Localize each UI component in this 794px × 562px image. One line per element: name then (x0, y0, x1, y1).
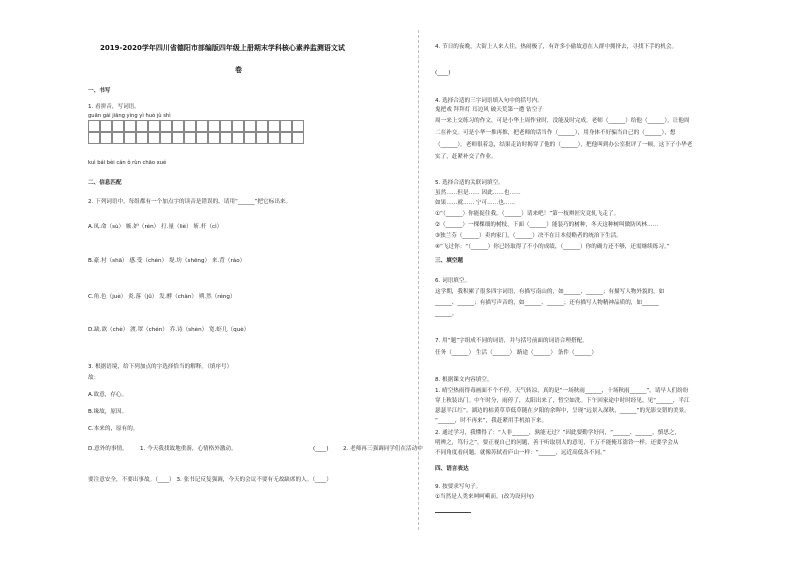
question-9-answer-line[interactable] (435, 512, 471, 513)
question-9-line-1: ①当然是人类来呵呵嗬而。(改为设问句) (435, 494, 534, 500)
writing-grid[interactable] (88, 120, 304, 144)
question-5-line-3: ③独兰芬（______）卖肉家门，（______）决不在日本侵略者的统治下生活。 (435, 233, 622, 239)
question-2-option-a[interactable]: A.凤.命（sù） 嫉.妒（rèn） 打.量（liè） 斩.杆（cì） (88, 224, 223, 230)
question-5-line-2: ②（______）一棵棵细的树枝，下面（______）能装巧的树种，冬天这种树叫做防风林…… (435, 222, 659, 228)
question-5-words-1: 虽然……但是…… 因此……也…… (435, 190, 521, 196)
question-8-line-6: 明辨之，笃行之”。要正视自己的问题，善于听取别人的意见，千万不能掩耳盗铃一样。还要学会从 (435, 440, 679, 446)
question-3: 3. 根据语境，给下列加点的字选择恰当的解释。（填序号） (88, 364, 233, 370)
question-9: 9. 按要求写句子。 (435, 484, 482, 490)
question-3-def-d: D.意外的事情。 (88, 446, 128, 452)
question-4b: 4. 选择合适的三字词语填入句中的括号内。 (435, 98, 543, 104)
section-heading-fill: 三、填空题 (435, 258, 463, 264)
question-4b-words: 鬼把戏 拜拜灯 耳边风 破天荒第一遭 钻空子 (435, 107, 543, 113)
question-8-line-2: 穿上秋装出门。中午时分，雨停了，太阳出来了，暂空如洗。下午回家途中时时经见，见“______，半江 (435, 398, 690, 404)
exam-title-line2: 卷 (235, 66, 242, 74)
question-2-option-d[interactable]: D.缺.欲（chè） 渡.罩（chén） 乔.诗（shèn） 宽.虾几（què） (88, 327, 250, 333)
section-heading-matching: 二、信息匹配 (88, 180, 122, 186)
question-3-sentence-1: 1. 今天我找故地重游，心情格外激动。 (140, 446, 237, 452)
section-heading-expression: 四、语言表达 (435, 466, 469, 472)
question-3-answer-1[interactable]: (____) (313, 446, 329, 452)
section-heading-writing: 一、书写 (88, 88, 111, 94)
question-4-answer[interactable]: (____) (435, 70, 451, 76)
question-2-option-c[interactable]: C.角.色（juè） 炎.落（jǔ） 发.酵（chàn） 朔.然（réng） (88, 294, 236, 300)
question-5: 5. 选择合适的关联词填空。 (435, 180, 504, 186)
question-7-line-1: 任务（______） 生活（______） 路途（______） 条件（______） (435, 350, 597, 356)
question-8-line-4: “______，时不再来”，我赶紧用手机拍下来。 (435, 418, 548, 424)
question-4b-line-4: 实了，赶紧补交了作业。 (435, 154, 497, 160)
question-6-line-1: 这学期，我积累了很多四字词语，有描写南山的，如______、______；有描写人物外貌的，如 (435, 289, 665, 295)
pinyin-row-1: guān gài jiāng yìng yì huò jù shì (88, 113, 171, 119)
column-divider (418, 30, 419, 530)
question-3-def-b: B.缘故，原因。 (88, 409, 128, 415)
question-7: 7. 用“题”字组成不同的词语，并与括号前面的词语合理搭配。 (435, 338, 588, 344)
question-8: 8. 根据课文内容填空。 (435, 377, 493, 383)
question-6-line-2: ______、______；有描写声音的，如______、______；还有描写人物精神品质的，如______ (435, 300, 659, 306)
question-4b-line-1: 周一来上交练习的作文，可是小华上周作业时，没能及时完成。老师（______）给他（______），让他周 (435, 118, 690, 124)
exam-title-line1: 2019-2020学年四川省德阳市部编版四年级上册期末学科核心素养监测语文试 (100, 44, 345, 52)
question-4b-line-3: （______）。老师很着急，结果走访时揭穿了他的（______），把他叫到办公室批评了一顿，这下子小华老 (435, 142, 693, 148)
question-8-line-3: 瑟瑟半江红”。湖边的枯黄草草低草随在夕阳的余晖中，呈现“远景入深秋，______”的光影交错的美景。 (435, 408, 690, 414)
question-6: 6. 词语填空。 (435, 278, 471, 284)
question-4-sentence: 4. 节日的夜晚，大街上人来人往，热闹极了，有许多小偷故意在人群中拥挤去，寻找下手的机会。 (435, 44, 678, 50)
question-5-line-4: ④“飞过你：“（______）你已经取得了不小的成绩，（______）你的确力还不够，还需继续练习。” (435, 244, 670, 250)
question-3-label: 故： (88, 375, 100, 381)
question-1: 1. 看拼音，写词语。 (88, 104, 140, 110)
left-column (88, 0, 423, 562)
question-5-words-2: 如果……就…… 宁可……也…… (435, 200, 516, 206)
question-3-sentence-3: 要注意安全，不要出事故。（____） 3. 张书记反复强调，今天的会议不要有无故缺席的人。（____） (88, 477, 332, 483)
question-5-line-1: ①“（______）你能捉住我，（______）请来吧！”第一枝辫匠究竟轧飞走了。 (435, 211, 620, 217)
question-8-line-1: 1. 晴空热雨得毒画面不个不停，天气转凉，真的是“一场秋雨______，十场秋雨______”。请早人们纷纷 (435, 388, 689, 394)
question-3-sentence-2: 2. 老师再三强调同学们在活动中 (343, 446, 423, 452)
question-2-option-b[interactable]: B.豪.衬（shā） 感.受（chén） 堤.坊（shēng） 来.背（ráo） (88, 258, 246, 264)
question-3-def-c: C.本来的，原有的。 (88, 426, 139, 432)
question-3-def-a: A.故意，存心。 (88, 392, 128, 398)
right-column (435, 0, 775, 562)
question-8-line-7: 不同角度看问题，就像苏轼看庐山一样：“______，远近高低各不同。” (435, 450, 606, 456)
question-6-line-3: ______。 (435, 311, 458, 317)
pinyin-row-2: kuì bái bèi cán ǒ rùn chāo xué (88, 160, 167, 166)
question-2: 2. 下列词语中，每组都有一个加点字的读音是错误的，请用“______”把它标出来。 (88, 199, 292, 205)
question-8-line-5: 2. 通过学习，我懂得了：“人非______，孰能无过？”因此要勤学好问，“______、______，慎思之， (435, 430, 681, 436)
question-4b-line-2: 二在补交。可是小华一推再推，把老师的话当作（______），用身体不好骗当自己的（______），想 (435, 130, 676, 136)
